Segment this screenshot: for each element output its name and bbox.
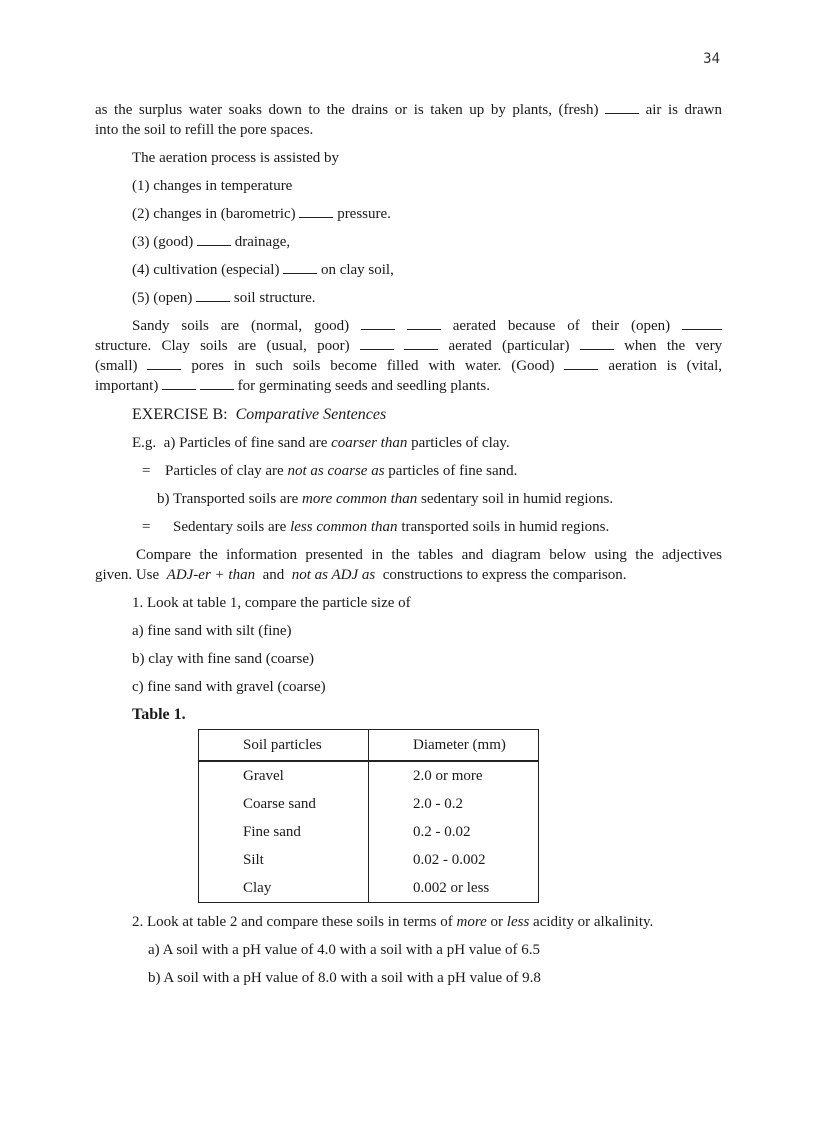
example-a-equivalent: = Particles of clay are not as coarse as particles of fine sand. xyxy=(142,463,518,479)
question-1 xyxy=(95,593,722,697)
page-content xyxy=(95,100,722,988)
sandy-soils-paragraph: Sandy soils are (normal, good) aerated because of their (open) structure. Clay soils are (usual, poor) aerated (particular) when the very (small) pores in such soils become filled with water. (Good) aeration is (vital, important) for germinating seeds and seedling plants. xyxy=(95,318,723,394)
aeration-item: (2) changes in (barometric) pressure. xyxy=(132,206,391,222)
aeration-item: (5) (open) soil structure. xyxy=(132,290,316,306)
instruction-paragraph: Compare the information presented in the tables and diagram below using the adjectives given. Use ADJ-er + than and not as ADJ as constructions to express the comparison. xyxy=(95,547,722,583)
example-a: E.g. a) Particles of fine sand are coarser than particles of clay. xyxy=(132,435,510,451)
question-part: b) clay with fine sand (coarse) xyxy=(132,651,315,667)
intro-paragraph xyxy=(95,100,722,140)
examples xyxy=(95,433,722,537)
table-row xyxy=(199,818,539,846)
answer-blank xyxy=(580,338,614,350)
table-row xyxy=(199,846,539,874)
answer-blank xyxy=(162,378,196,390)
table-1 xyxy=(198,729,539,903)
table-header-row xyxy=(199,730,539,762)
aeration-item: (4) cultivation (especial) on clay soil, xyxy=(132,262,394,278)
answer-blank xyxy=(404,338,438,350)
table-cell: Fine sand xyxy=(199,818,369,846)
question-part: b) A soil with a pH value of 8.0 with a soil with a pH value of 9.8 xyxy=(148,970,541,986)
column-header: Diameter (mm) xyxy=(369,730,539,762)
answer-blank xyxy=(360,338,394,350)
table-1-caption: Table 1. xyxy=(132,706,186,723)
exercise-heading: EXERCISE B: Comparative Sentences xyxy=(132,406,387,423)
answer-blank xyxy=(147,358,181,370)
intro-line1-before: as the surplus water soaks down to the drains or is taken up by plants, (fresh) xyxy=(95,102,599,118)
page-number: 34 xyxy=(703,51,720,67)
intro-line1-after: air is drawn xyxy=(645,102,723,118)
table-cell: Coarse sand xyxy=(199,790,369,818)
table-cell: 0.2 - 0.02 xyxy=(413,823,471,840)
aeration-item: (3) (good) drainage, xyxy=(132,234,291,250)
question-part: c) fine sand with gravel (coarse) xyxy=(132,679,326,695)
answer-blank xyxy=(299,206,333,218)
answer-blank xyxy=(682,318,722,330)
aeration-item: (1) changes in temperature xyxy=(132,178,293,194)
question-1-text: 1. Look at table 1, compare the particle size of xyxy=(132,595,411,611)
table-row xyxy=(199,790,539,818)
answer-blank xyxy=(200,378,234,390)
table-cell: 0.02 - 0.002 xyxy=(413,851,486,868)
question-part: a) fine sand with silt (fine) xyxy=(132,623,292,639)
aeration-lead: The aeration process is assisted by xyxy=(132,150,340,166)
answer-blank xyxy=(407,318,441,330)
table-cell: Gravel xyxy=(199,761,369,790)
answer-blank xyxy=(283,262,317,274)
table-cell: Clay xyxy=(199,874,369,903)
example-b-equivalent: = Sedentary soils are less common than transported soils in humid regions. xyxy=(142,519,610,535)
question-2 xyxy=(95,912,722,988)
table-row xyxy=(199,874,539,903)
column-header: Soil particles xyxy=(199,730,369,762)
table-cell: 2.0 - 0.2 xyxy=(413,795,463,812)
table-cell: Silt xyxy=(199,846,369,874)
answer-blank xyxy=(605,102,639,114)
table-row xyxy=(199,761,539,790)
answer-blank xyxy=(361,318,395,330)
table-cell: 0.002 or less xyxy=(413,879,490,896)
example-b: b) Transported soils are more common than sedentary soil in humid regions. xyxy=(157,491,614,507)
question-part: a) A soil with a pH value of 4.0 with a soil with a pH value of 6.5 xyxy=(148,942,541,958)
answer-blank xyxy=(197,234,231,246)
answer-blank xyxy=(564,358,598,370)
aeration-list xyxy=(95,148,722,308)
question-2-text: 2. Look at table 2 and compare these soils in terms of more or less acidity or alkalinity. xyxy=(132,914,654,930)
intro-line2: into the soil to refill the pore spaces. xyxy=(95,122,314,138)
table-cell: 2.0 or more xyxy=(413,767,483,784)
answer-blank xyxy=(196,290,230,302)
